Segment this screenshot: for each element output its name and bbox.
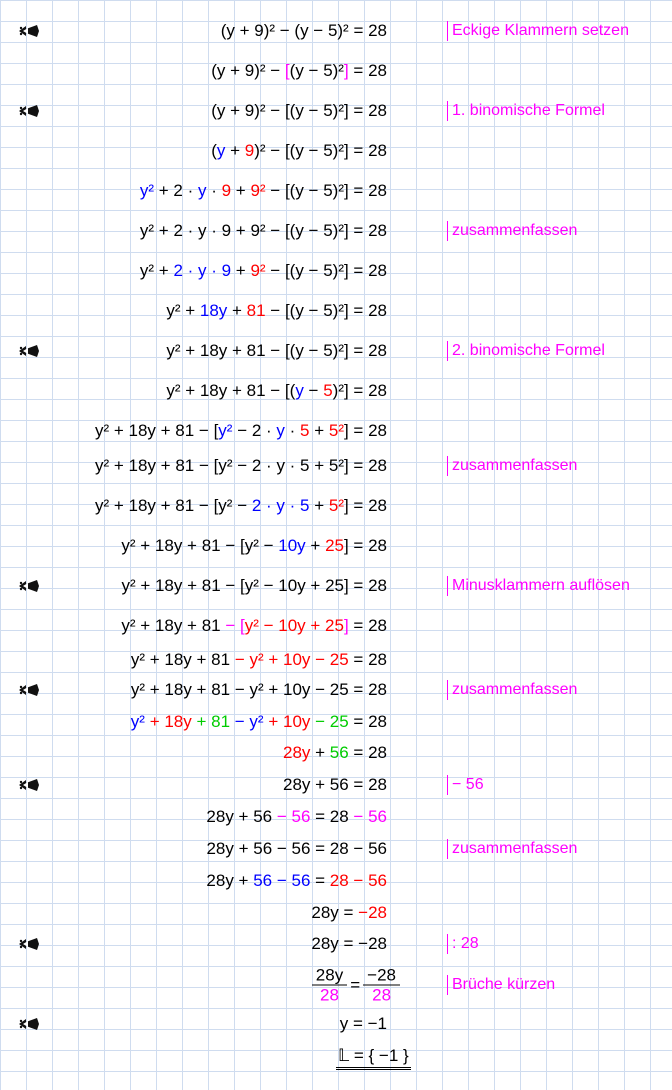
equation-row (0, 736, 672, 770)
step-note: Minusklammern auflösen (447, 576, 630, 596)
equation-term: ] (343, 616, 349, 635)
equation-term: 56 (329, 743, 349, 762)
equation (121, 576, 387, 596)
equation-term: · (206, 181, 222, 200)
hand-pointer-icon (17, 1016, 41, 1032)
equation-term: = 28 (348, 712, 387, 731)
equation-term: − 2 · (232, 421, 277, 440)
equation (311, 903, 387, 923)
equation-row (0, 294, 672, 328)
equation (340, 1014, 387, 1034)
equation (140, 221, 387, 241)
equation-term: 28 − 56 (329, 871, 387, 890)
step-note: zusammenfassen (447, 680, 577, 700)
equation-row (0, 54, 672, 88)
fraction-equals: = (350, 975, 361, 994)
equation (211, 141, 387, 161)
equation-row (0, 643, 672, 677)
equation-term: y² + 18y + 81 − [y² − (94, 496, 252, 515)
equation (166, 341, 387, 361)
equation-term: y² + (166, 301, 200, 320)
equation-term: )² − [(y − 5)²] = 28 (254, 141, 387, 160)
equation-row (0, 609, 672, 643)
hand-pointer-icon (17, 936, 41, 952)
equation-row (0, 529, 672, 563)
equation-row (0, 832, 672, 866)
equation-term: − 56 (272, 807, 311, 826)
equation-term: −28 (358, 903, 387, 922)
equation-term: [ (284, 61, 290, 80)
equation-term: y² + 2 · y · 9 + 9² − [(y − 5)²] = 28 (139, 221, 387, 240)
equation-row (0, 449, 672, 483)
equation-term: ] = 28 (343, 536, 387, 555)
equation-term: y² + 18y + 81 − [y² − (121, 536, 279, 555)
equation-term: y (216, 141, 226, 160)
equation-term: + (227, 301, 247, 320)
equation-term: 9² (250, 181, 266, 200)
equation-term: y² (139, 181, 155, 200)
step-note: 2. binomische Formel (447, 341, 605, 361)
equation-row (0, 864, 672, 898)
equation-term: − [(y − 5)²] = 28 (265, 261, 387, 280)
equation-term: − 56 (348, 807, 387, 826)
equation-term: · (284, 421, 301, 440)
equation-row (0, 1007, 672, 1041)
right-denominator: 28 (372, 985, 392, 1005)
equation (211, 61, 387, 81)
equation-term: = (310, 871, 330, 890)
equation (95, 421, 387, 441)
equation-term: y² + (139, 261, 174, 280)
equation-term: + (225, 141, 245, 160)
equation-term: 28y + 56 (206, 807, 273, 826)
equation (95, 456, 387, 476)
equation-term: = 28 (348, 650, 387, 669)
equation (131, 712, 387, 732)
step-note: : 28 (447, 934, 479, 954)
equation-row (0, 254, 672, 288)
left-numerator: 28y (312, 966, 347, 986)
equation-term: 2 · y · 5 (251, 496, 310, 515)
equation (131, 680, 387, 700)
equation-term: 5² (328, 496, 344, 515)
equation-term: (y − 5)² (289, 61, 344, 80)
hand-pointer-icon (17, 777, 41, 793)
equation-row (0, 174, 672, 208)
equation-term: 5 (323, 381, 333, 400)
equation-term: 81 (246, 301, 266, 320)
equation-term: − 25 (310, 712, 349, 731)
equation-term: y² + 18y + 81 − [(y − 5)²] = 28 (166, 341, 387, 360)
equation-term: 18y (199, 301, 228, 320)
hand-pointer-icon (17, 23, 41, 39)
equation-term: + 2 · (154, 181, 198, 200)
equation-term: (y + 9)² − [(y − 5)²] = 28 (211, 101, 387, 120)
equation-row (0, 414, 672, 448)
hand-pointer-icon (17, 682, 41, 698)
equation-term: 25 (325, 536, 344, 555)
equation-term: y² + 18y + 81 − [ (94, 421, 219, 440)
equation-term: = 28 (348, 616, 387, 635)
equation-row (0, 14, 672, 48)
equation-term: y² (130, 712, 145, 731)
equation (211, 101, 387, 121)
equation-term: − [(y − 5)²] = 28 (265, 301, 387, 320)
hand-pointer-icon (17, 578, 41, 594)
equation (206, 807, 387, 827)
hand-pointer-icon (17, 103, 41, 119)
equation (140, 181, 387, 201)
equation-term: 28y (282, 743, 311, 762)
equation-term: + (310, 743, 330, 762)
equation-term: + (231, 181, 251, 200)
equation-term: − (303, 381, 324, 400)
equation-term: )²] = 28 (332, 381, 387, 400)
equation (95, 496, 387, 516)
equation-term: (y + 9)² − (211, 61, 285, 80)
solution-set: 𝕃 = { −1 } (336, 1046, 411, 1070)
equation (121, 616, 387, 636)
equation-term: 5 (300, 421, 310, 440)
equation (121, 536, 387, 556)
equation-term: (y + 9)² − (y − 5)² = 28 (220, 21, 387, 40)
equation (140, 261, 387, 281)
equation-term: + (231, 261, 251, 280)
fraction-equation (309, 966, 403, 1005)
equation-term: 9 (221, 181, 232, 200)
equation-term: ] = 28 (343, 421, 387, 440)
equation (221, 21, 387, 41)
fraction-row (0, 965, 672, 1005)
equation-term: y (198, 181, 207, 200)
equation-row (0, 673, 672, 707)
equation-row (0, 927, 672, 961)
step-note: zusammenfassen (447, 839, 577, 859)
equation-row (0, 768, 672, 802)
equation-term: = 28 (348, 61, 387, 80)
equation-term: 10y (278, 536, 306, 555)
equation-term: y² (218, 421, 233, 440)
equation (283, 775, 387, 795)
equation-term: + (305, 536, 326, 555)
equation-term: 28y = (311, 903, 359, 922)
equation (311, 934, 387, 954)
equation-term: = 28 (310, 807, 349, 826)
equation-term: ] (343, 61, 349, 80)
equation-term: + 18y (144, 712, 192, 731)
equation-term: 9 (244, 141, 255, 160)
equation-term: + (309, 421, 329, 440)
equation-row (0, 705, 672, 739)
equation-term: ] = 28 (343, 496, 387, 515)
equation-row (0, 569, 672, 603)
equation-term: y² + 18y + 81 − [( (166, 381, 296, 400)
equation-term: + 10y (263, 712, 311, 731)
equation (206, 839, 387, 859)
left-fraction (312, 966, 347, 1005)
equation-term: y² + 18y + 81 − [y² − 2 · y · 5 + 5²] = 28 (95, 456, 387, 475)
equation-row (0, 800, 672, 834)
equation-term: − [ (220, 616, 245, 635)
step-note: − 56 (447, 775, 484, 795)
equation (283, 743, 387, 763)
equation-term: y² + 18y + 81 (130, 650, 231, 669)
right-fraction (363, 966, 400, 1005)
equation (166, 381, 387, 401)
equation (131, 650, 387, 670)
right-numerator: −28 (363, 966, 400, 986)
left-denominator: 28 (320, 985, 339, 1005)
equation-term: y² + 18y + 81 (121, 616, 221, 635)
equation-term: 56 − 56 (253, 871, 311, 890)
equation-term: = 28 (348, 743, 387, 762)
equation-term: y (276, 421, 285, 440)
equation-term: 28y + 56 − 56 = 28 − 56 (206, 839, 387, 858)
equation-term: 9² (250, 261, 266, 280)
equation (206, 871, 387, 891)
equation-row (0, 134, 672, 168)
step-note: zusammenfassen (447, 221, 577, 241)
step-note: Brüche kürzen (447, 975, 555, 995)
equation-row (0, 374, 672, 408)
equation-term: − y² + 10y − 25 (230, 650, 349, 669)
equation-term: 2 · y · 9 (173, 261, 232, 280)
equation-term: − y² (230, 712, 264, 731)
equation-term: + 81 (191, 712, 231, 731)
step-note: Eckige Klammern setzen (447, 21, 629, 41)
equation-term: y = −1 (339, 1014, 387, 1033)
equation-term: y² + 18y + 81 − [y² − 10y + 25] = 28 (121, 576, 387, 595)
equation-term: y² + 18y + 81 − y² + 10y − 25 = 28 (130, 680, 387, 699)
equation-row (0, 94, 672, 128)
step-note: 1. binomische Formel (447, 101, 605, 121)
equation-term: y (295, 381, 304, 400)
equation-term: y² − 10y + 25 (244, 616, 344, 635)
equation-term: 28y + (206, 871, 254, 890)
equation (166, 301, 387, 321)
equation-row (0, 214, 672, 248)
equation-row (0, 334, 672, 368)
equation-term: ( (211, 141, 217, 160)
equation-term: 28y = −28 (311, 934, 387, 953)
equation-row (0, 489, 672, 523)
equation-term: 28y + 56 = 28 (283, 775, 387, 794)
equation-term: 5² (328, 421, 344, 440)
equation-term: + (309, 496, 329, 515)
equation-term: − [(y − 5)²] = 28 (265, 181, 387, 200)
hand-pointer-icon (17, 343, 41, 359)
equation-row (0, 896, 672, 930)
step-note: zusammenfassen (447, 456, 577, 476)
